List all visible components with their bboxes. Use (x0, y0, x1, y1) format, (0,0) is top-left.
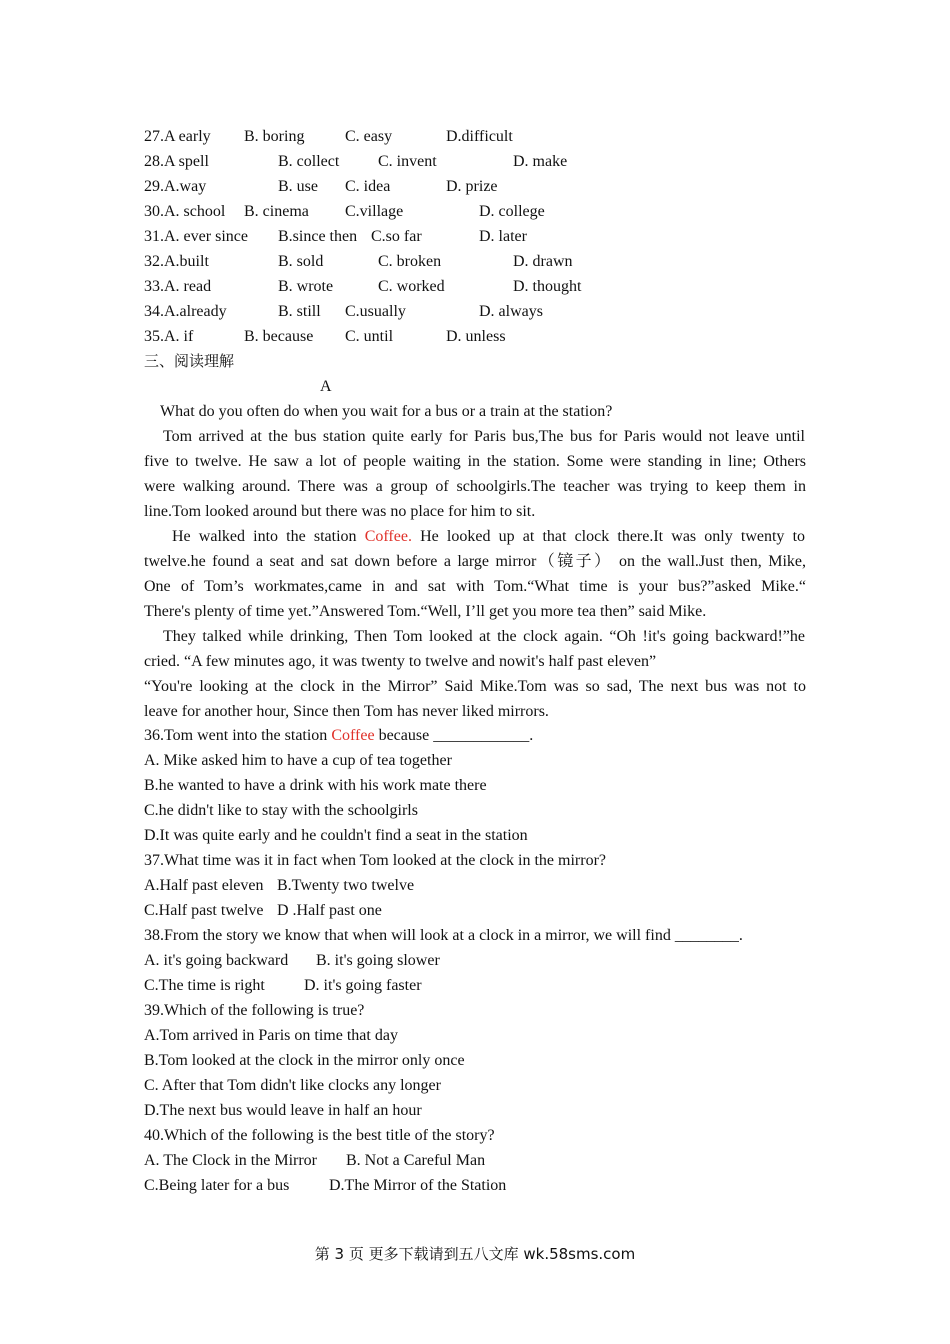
passage-line: They talked while drinking, Then Tom looked at the clock again. “Oh !it's going backward!”he (163, 628, 805, 645)
answer-option: D. it's going faster (304, 977, 422, 994)
option-d: D. drawn (513, 253, 573, 270)
passage-line: cried. “A few minutes ago, it was twenty to twelve and nowit's half past eleven” (144, 653, 657, 670)
answer-option: B.he wanted to have a drink with his work mate there (144, 777, 487, 794)
passage-label: A (320, 378, 332, 395)
answer-option: D .Half past one (277, 902, 382, 919)
question-39: 39.Which of the following is true? (144, 1002, 365, 1019)
answer-option: C.Being later for a bus (144, 1177, 290, 1194)
option-b: B. because (244, 328, 314, 345)
passage-line: “You're looking at the clock in the Mirror” Said Mike.Tom was so sad, The next bus was not to (144, 678, 806, 695)
question-37: 37.What time was it in fact when Tom looked at the clock in the mirror? (144, 852, 607, 869)
answer-option: B.Tom looked at the clock in the mirror only once (144, 1052, 465, 1069)
answer-option: A. The Clock in the Mirror (144, 1152, 318, 1169)
option-a: 31.A. ever since (144, 228, 248, 245)
option-d: D. unless (446, 328, 506, 345)
passage-line: Tom arrived at the bus station quite early for Paris bus,The bus for Paris would not leave until (163, 428, 805, 445)
answer-option: D.The next bus would leave in half an hour (144, 1102, 422, 1119)
highlight-word: Coffee. (364, 528, 412, 545)
option-a: 34.A.already (144, 303, 227, 320)
option-b: B. cinema (244, 203, 309, 220)
passage-paragraph-1: What do you often do when you wait for a bus or a train at the station? (160, 403, 613, 420)
text-segment: He looked up at that clock there.It was only twenty to (420, 528, 806, 545)
option-c: C.village (345, 203, 404, 220)
passage-line: One of Tom’s workmates,came in and sat with Tom.“What time is your bus?”asked Mike.“ (144, 578, 806, 595)
answer-option: B.Twenty two twelve (277, 877, 415, 894)
option-a: 28.A spell (144, 153, 209, 170)
option-d: D. always (479, 303, 543, 320)
option-b: B. use (278, 178, 318, 195)
answer-option: A.Tom arrived in Paris on time that day (144, 1027, 398, 1044)
passage-line (172, 524, 805, 549)
highlight-word: Coffee (331, 727, 375, 744)
passage-line: were walking around. There was a group of schoolgirls.The teacher was trying to keep them in (144, 478, 806, 495)
option-a: 32.A.built (144, 253, 209, 270)
option-b: B. boring (244, 128, 305, 145)
option-b: B. wrote (278, 278, 334, 295)
passage-line: leave for another hour, Since then Tom has never liked mirrors. (144, 703, 549, 720)
option-c: C. broken (378, 253, 442, 270)
option-d: D. make (513, 153, 568, 170)
answer-option: C.The time is right (144, 977, 265, 994)
option-b: B. sold (278, 253, 324, 270)
option-c: C. invent (378, 153, 437, 170)
answer-option: C.he didn't like to stay with the schoolgirls (144, 802, 418, 819)
option-c: C.usually (345, 303, 406, 320)
option-c: C. idea (345, 178, 391, 195)
option-d: D. college (479, 203, 545, 220)
answer-option: A. Mike asked him to have a cup of tea together (144, 752, 452, 769)
option-d: D. later (479, 228, 527, 245)
text-segment: because ____________. (378, 727, 534, 744)
question-36 (144, 723, 533, 748)
option-a: 35.A. if (144, 328, 194, 345)
option-d: D. prize (446, 178, 498, 195)
option-a: 33.A. read (144, 278, 212, 295)
answer-option: C.Half past twelve (144, 902, 264, 919)
option-c: C. until (345, 328, 394, 345)
option-b: B. still (278, 303, 321, 320)
passage-line: There's plenty of time yet.”Answered Tom.“Well, I’ll get you more tea then” said Mike. (144, 603, 707, 620)
option-c: C. easy (345, 128, 393, 145)
passage-line: twelve.he found a seat and sat down before a large mirror（镜子） on the wall.Just then, Mike, (144, 553, 806, 570)
option-a: 29.A.way (144, 178, 207, 195)
section-heading: 三、阅读理解 (144, 352, 235, 370)
option-a: 27.A early (144, 128, 211, 145)
question-40: 40.Which of the following is the best title of the story? (144, 1127, 495, 1144)
option-b: B. collect (278, 153, 340, 170)
option-c: C.so far (371, 228, 422, 245)
passage-line: five to twelve. He saw a lot of people waiting in the station. Some were standing in line; Others (144, 453, 806, 470)
option-a: 30.A. school (144, 203, 226, 220)
text-segment: He walked into the station (172, 528, 357, 545)
answer-option: B. Not a Careful Man (346, 1152, 486, 1169)
option-d: D.difficult (446, 128, 513, 145)
page-footer: 第 3 页 更多下载请到五八文库 wk.58sms.com (314, 1245, 636, 1263)
answer-option: D.The Mirror of the Station (329, 1177, 507, 1194)
answer-option: A.Half past eleven (144, 877, 264, 894)
answer-option: A. it's going backward (144, 952, 289, 969)
answer-option: D.It was quite early and he couldn't find a seat in the station (144, 827, 528, 844)
option-d: D. thought (513, 278, 582, 295)
passage-line: line.Tom looked around but there was no place for him to sit. (144, 503, 536, 520)
option-c: C. worked (378, 278, 445, 295)
question-38: 38.From the story we know that when will look at a clock in a mirror, we will find ________. (144, 927, 743, 944)
answer-option: B. it's going slower (316, 952, 440, 969)
answer-option: C. After that Tom didn't like clocks any longer (144, 1077, 441, 1094)
text-segment: 36.Tom went into the station (144, 727, 328, 744)
option-b: B.since then (278, 228, 358, 245)
